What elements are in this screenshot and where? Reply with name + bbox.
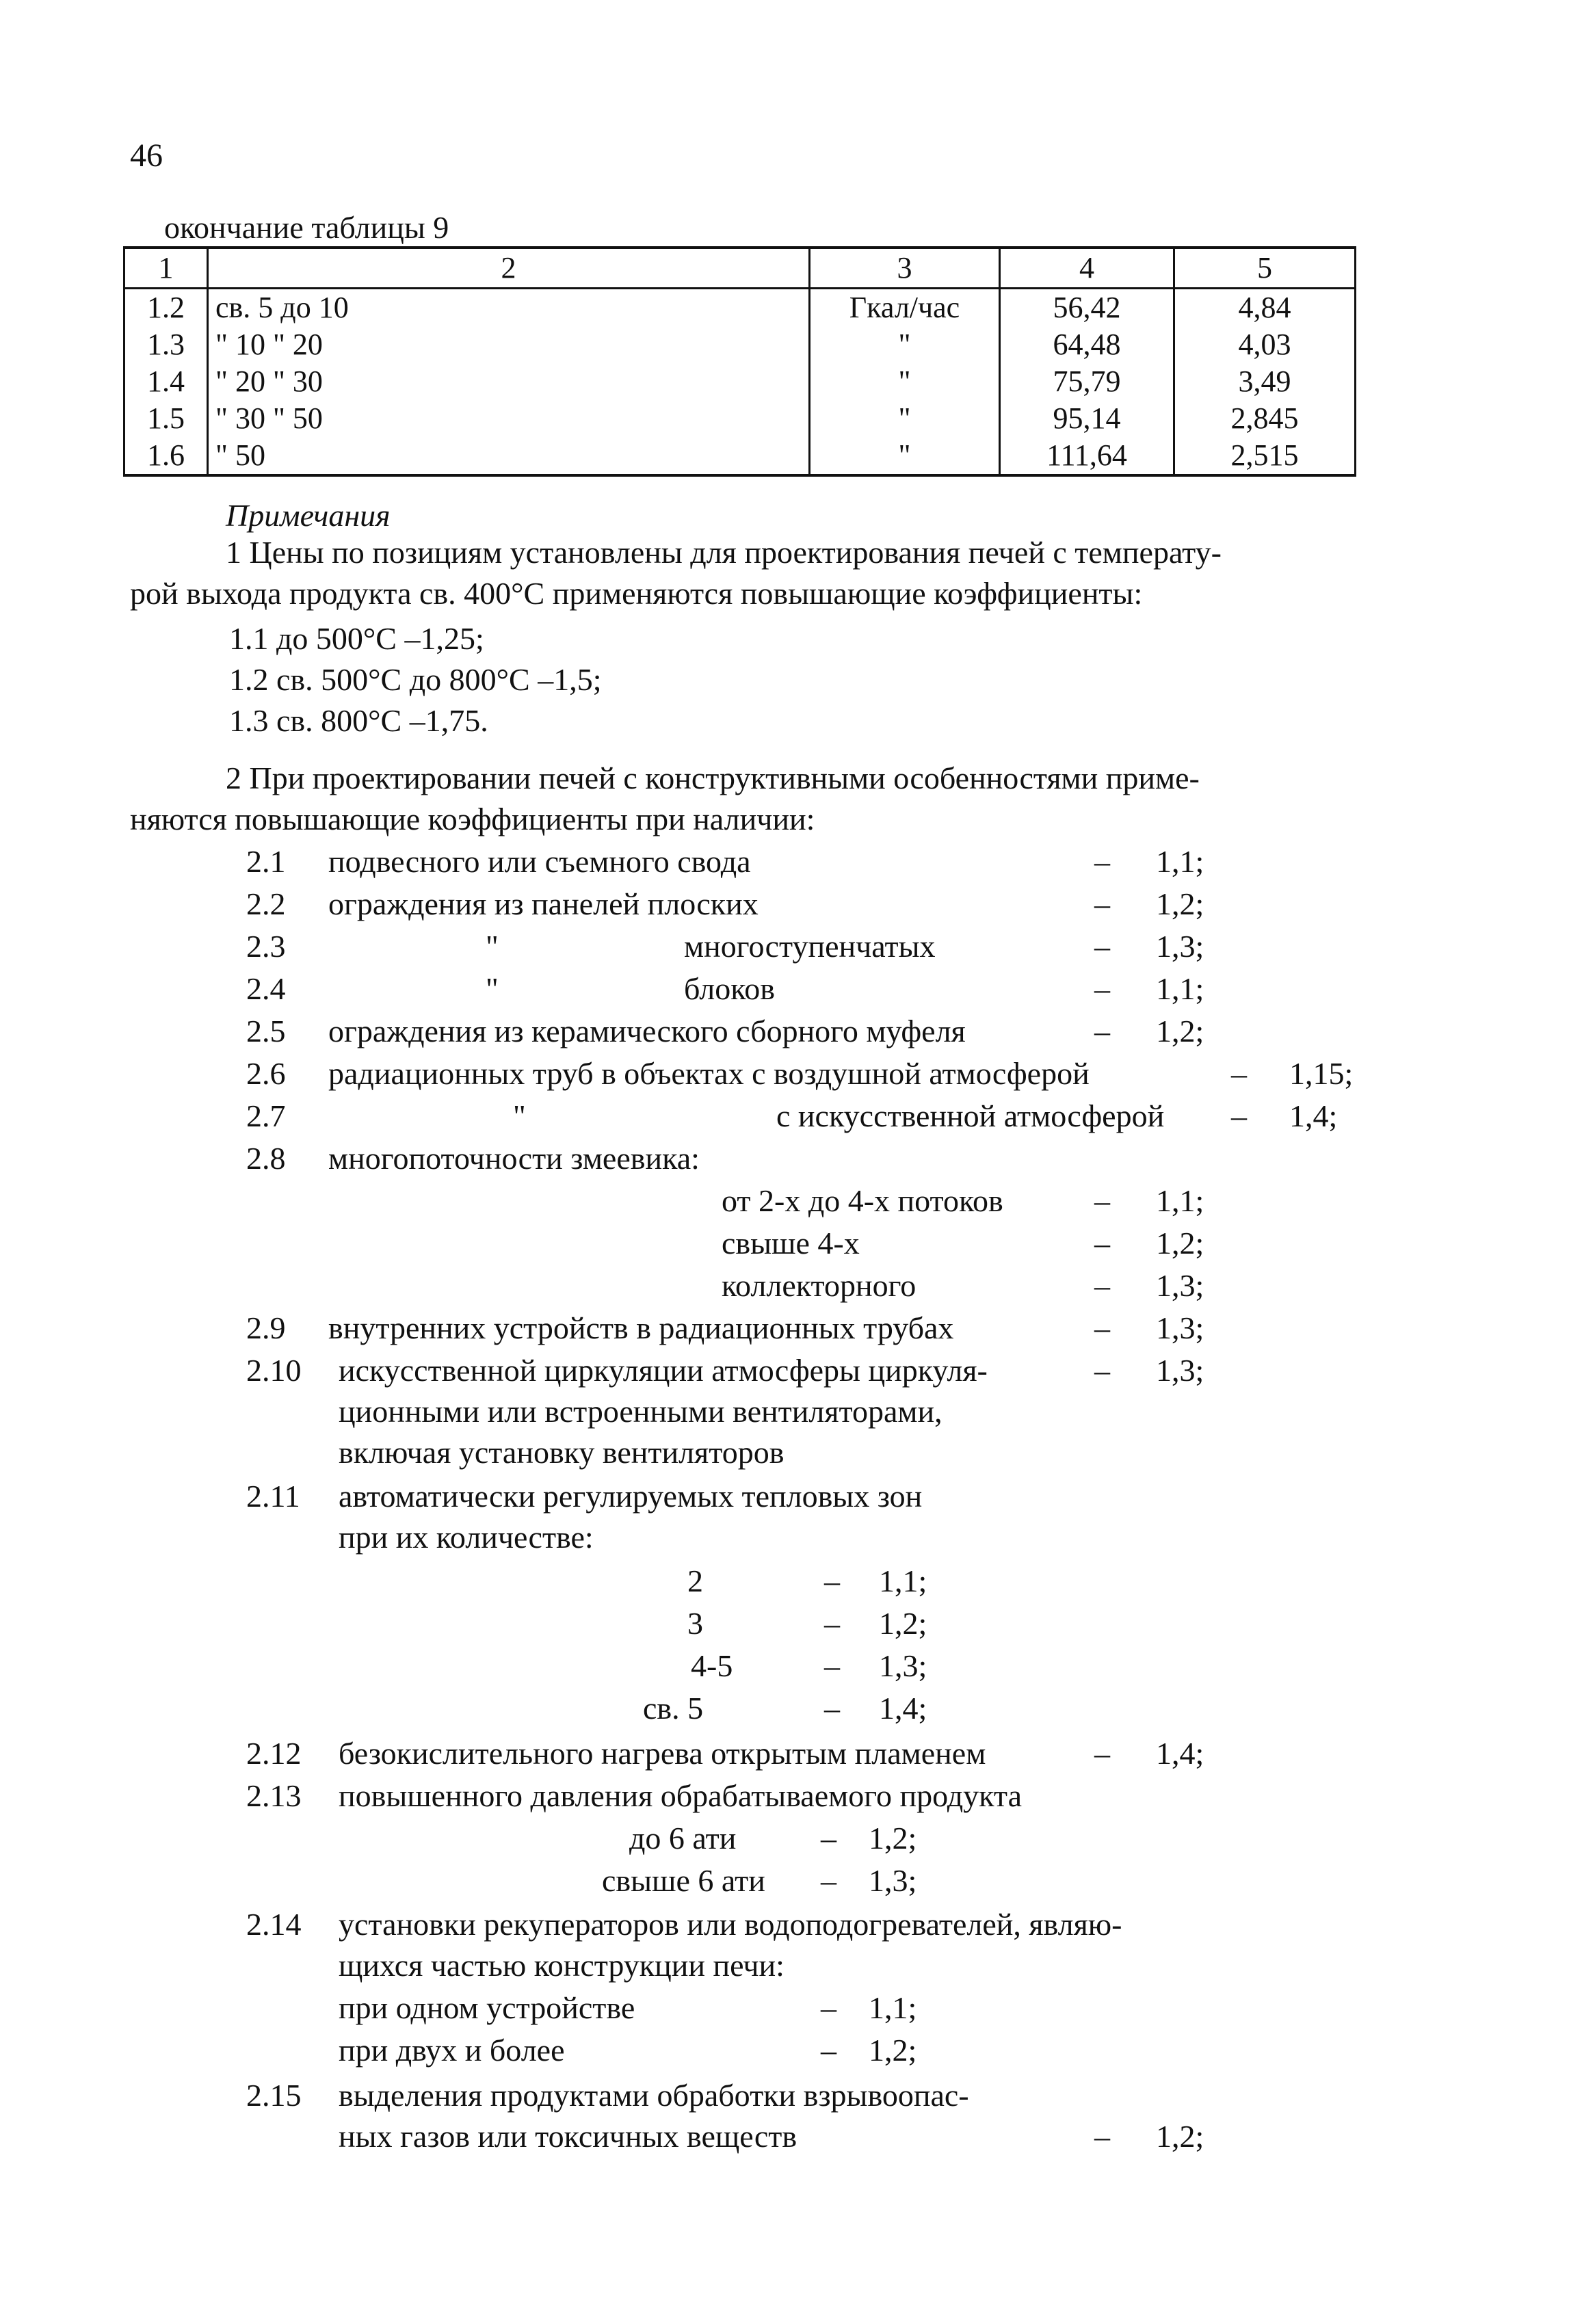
table-cell: 111,64: [1000, 437, 1174, 475]
item-text: многоступенчатых: [684, 929, 936, 964]
page-number: 46: [130, 137, 163, 174]
sub-item-value: 1,2;: [879, 1606, 927, 1641]
sub-item-text: 2: [687, 1563, 703, 1598]
item-number: 2.10: [246, 1353, 302, 1388]
item-text: радиационных труб в объектах с воздушной атмосферой: [328, 1056, 1090, 1091]
sub-item-value: 1,2;: [869, 2033, 917, 2068]
item-number: 2.9: [246, 1310, 286, 1345]
item-text-line: щихся частью конструкции печи:: [339, 1948, 785, 1983]
sub-item-value: 1,2;: [869, 1821, 917, 1856]
table-header-cell: 5: [1174, 248, 1356, 289]
sub-item-text: 3: [687, 1606, 703, 1641]
sub-item-text: от 2-х до 4-х потоков: [722, 1183, 1003, 1218]
item-text: блоков: [684, 971, 775, 1006]
table-header-row: [124, 248, 1356, 289]
table-cell: ": [810, 326, 1000, 363]
sub-item-value: 1,1;: [1156, 1183, 1204, 1218]
dash: –: [824, 1691, 840, 1726]
table-cell: ": [810, 437, 1000, 475]
sub-item-text: свыше 4-х: [722, 1226, 860, 1260]
item-number: 2.15: [246, 2078, 302, 2113]
table-cell: 1.3: [124, 326, 208, 363]
table-cell: " 10 " 20: [208, 326, 810, 363]
item-value: 1,3;: [1156, 929, 1204, 964]
item-text-line: включая установку вентиляторов: [339, 1435, 785, 1470]
dash: –: [1094, 1268, 1110, 1303]
item-number: 2.11: [246, 1479, 300, 1514]
notes-title: Примечания: [226, 498, 391, 533]
table-cell: ": [810, 363, 1000, 400]
item-text-line: ционными или встроенными вентиляторами,: [339, 1394, 942, 1429]
dash: –: [821, 1990, 836, 2025]
item-number: 2.7: [246, 1098, 286, 1133]
item-value: 1,3;: [1156, 1353, 1204, 1388]
dash: –: [821, 2033, 836, 2068]
note-1-line-2: рой выхода продукта св. 400°С применяются повышающие коэффициенты:: [130, 576, 1143, 611]
item-text-line: выделения продуктами обработки взрывоопас-: [339, 2078, 969, 2113]
table-header-cell: 4: [1000, 248, 1174, 289]
item-value: 1,3;: [1156, 1310, 1204, 1345]
sub-item-value: 1,3;: [1156, 1268, 1204, 1303]
note-1-item: 1.3 св. 800°С –1,75.: [229, 703, 488, 738]
table-cell: 95,14: [1000, 400, 1174, 437]
sub-item-text: коллекторного: [722, 1268, 917, 1303]
table-cell: 2,515: [1174, 437, 1356, 475]
sub-item-value: 1,1;: [869, 1990, 917, 2025]
dash: –: [1094, 929, 1110, 964]
table-caption: окончание таблицы 9: [164, 210, 449, 245]
item-text: безокислительного нагрева открытым пламенем: [339, 1736, 986, 1771]
dash: –: [1094, 844, 1110, 879]
dash: –: [824, 1563, 840, 1598]
item-number: 2.5: [246, 1014, 286, 1048]
dash: –: [824, 1606, 840, 1641]
dash: –: [1094, 886, 1110, 921]
note-1-line-1: 1 Цены по позициям установлены для проектирования печей с температу-: [226, 535, 1222, 570]
sub-item-text: при одном устройстве: [339, 1990, 635, 2025]
table-row: [124, 400, 1356, 437]
item-text: с искусственной атмосферой: [776, 1098, 1165, 1133]
sub-item-text: до 6 ати: [629, 1821, 737, 1856]
ditto-mark: ": [486, 929, 499, 964]
table-row: [124, 326, 1356, 363]
table-cell: 1.5: [124, 400, 208, 437]
dash: –: [1094, 971, 1110, 1006]
dash: –: [824, 1648, 840, 1683]
table-cell: ": [810, 400, 1000, 437]
table-cell: 1.2: [124, 289, 208, 327]
sub-item-text: при двух и более: [339, 2033, 565, 2068]
item-value: 1,2;: [1156, 886, 1204, 921]
sub-item-value: 1,2;: [1156, 1226, 1204, 1260]
sub-item-value: 1,3;: [869, 1863, 917, 1898]
item-number: 2.2: [246, 886, 286, 921]
dash: –: [1094, 1183, 1110, 1218]
table-cell: 1.4: [124, 363, 208, 400]
dash: –: [1231, 1098, 1247, 1133]
dash: –: [1094, 1353, 1110, 1388]
table-header-cell: 1: [124, 248, 208, 289]
table-cell: " 20 " 30: [208, 363, 810, 400]
table-cell: " 30 " 50: [208, 400, 810, 437]
item-text: ограждения из панелей плоских: [328, 886, 759, 921]
dash: –: [821, 1863, 836, 1898]
item-text: подвесного или съемного свода: [328, 844, 751, 879]
item-value: 1,2;: [1156, 1014, 1204, 1048]
sub-item-value: 1,3;: [879, 1648, 927, 1683]
table-row: [124, 437, 1356, 475]
sub-item-value: 1,1;: [879, 1563, 927, 1598]
item-text: ограждения из керамического сборного муфеля: [328, 1014, 966, 1048]
item-text-line: автоматически регулируемых тепловых зон: [339, 1479, 923, 1514]
dash: –: [1094, 1310, 1110, 1345]
table-cell: Гкал/час: [810, 289, 1000, 327]
table-cell: св. 5 до 10: [208, 289, 810, 327]
table-row: [124, 289, 1356, 327]
item-number: 2.8: [246, 1141, 286, 1176]
item-number: 2.13: [246, 1778, 302, 1813]
item-value: 1,15;: [1289, 1056, 1354, 1091]
sub-item-text: свыше 6 ати: [602, 1863, 765, 1898]
table-cell: 75,79: [1000, 363, 1174, 400]
item-value: 1,1;: [1156, 971, 1204, 1006]
item-value: 1,4;: [1289, 1098, 1338, 1133]
dash: –: [1094, 1736, 1110, 1771]
sub-item-text: св. 5: [643, 1691, 704, 1726]
table-9: [123, 246, 1356, 477]
dash: –: [1094, 1014, 1110, 1048]
table-cell: 56,42: [1000, 289, 1174, 327]
dash: –: [821, 1821, 836, 1856]
dash: –: [1094, 2119, 1110, 2154]
item-text-line: искусственной циркуляции атмосферы циркуля-: [339, 1353, 988, 1388]
table-cell: 64,48: [1000, 326, 1174, 363]
dash: –: [1094, 1226, 1110, 1260]
table-header-cell: 3: [810, 248, 1000, 289]
table-header-cell: 2: [208, 248, 810, 289]
item-number: 2.12: [246, 1736, 302, 1771]
table-cell: 4,03: [1174, 326, 1356, 363]
table-cell: " 50: [208, 437, 810, 475]
dash: –: [1231, 1056, 1247, 1091]
note-2-line-1: 2 При проектировании печей с конструктивными особенностями приме-: [226, 761, 1200, 795]
item-number: 2.3: [246, 929, 286, 964]
item-text: многопоточности змеевика:: [328, 1141, 700, 1176]
item-text-line: при их количестве:: [339, 1520, 594, 1555]
item-number: 2.6: [246, 1056, 286, 1091]
item-value: 1,1;: [1156, 844, 1204, 879]
table-cell: 3,49: [1174, 363, 1356, 400]
item-number: 2.1: [246, 844, 286, 879]
table-cell: 2,845: [1174, 400, 1356, 437]
item-text: внутренних устройств в радиационных трубах: [328, 1310, 954, 1345]
item-value: 1,4;: [1156, 1736, 1204, 1771]
table-cell: 4,84: [1174, 289, 1356, 327]
note-1-item: 1.2 св. 500°С до 800°С –1,5;: [229, 662, 602, 697]
item-number: 2.14: [246, 1907, 302, 1942]
item-value: 1,2;: [1156, 2119, 1204, 2154]
table-cell: 1.6: [124, 437, 208, 475]
item-number: 2.4: [246, 971, 286, 1006]
item-text-line: установки рекуператоров или водоподогревателей, являю-: [339, 1907, 1122, 1942]
note-1-item: 1.1 до 500°С –1,25;: [229, 621, 484, 656]
item-text: повышенного давления обрабатываемого продукта: [339, 1778, 1022, 1813]
ditto-mark: ": [486, 971, 499, 1006]
sub-item-text: 4-5: [691, 1648, 733, 1683]
note-2-line-2: няются повышающие коэффициенты при наличии:: [130, 802, 815, 836]
sub-item-value: 1,4;: [879, 1691, 927, 1726]
item-text-line: ных газов или токсичных веществ: [339, 2119, 798, 2154]
ditto-mark: ": [513, 1098, 526, 1133]
table-row: [124, 363, 1356, 400]
